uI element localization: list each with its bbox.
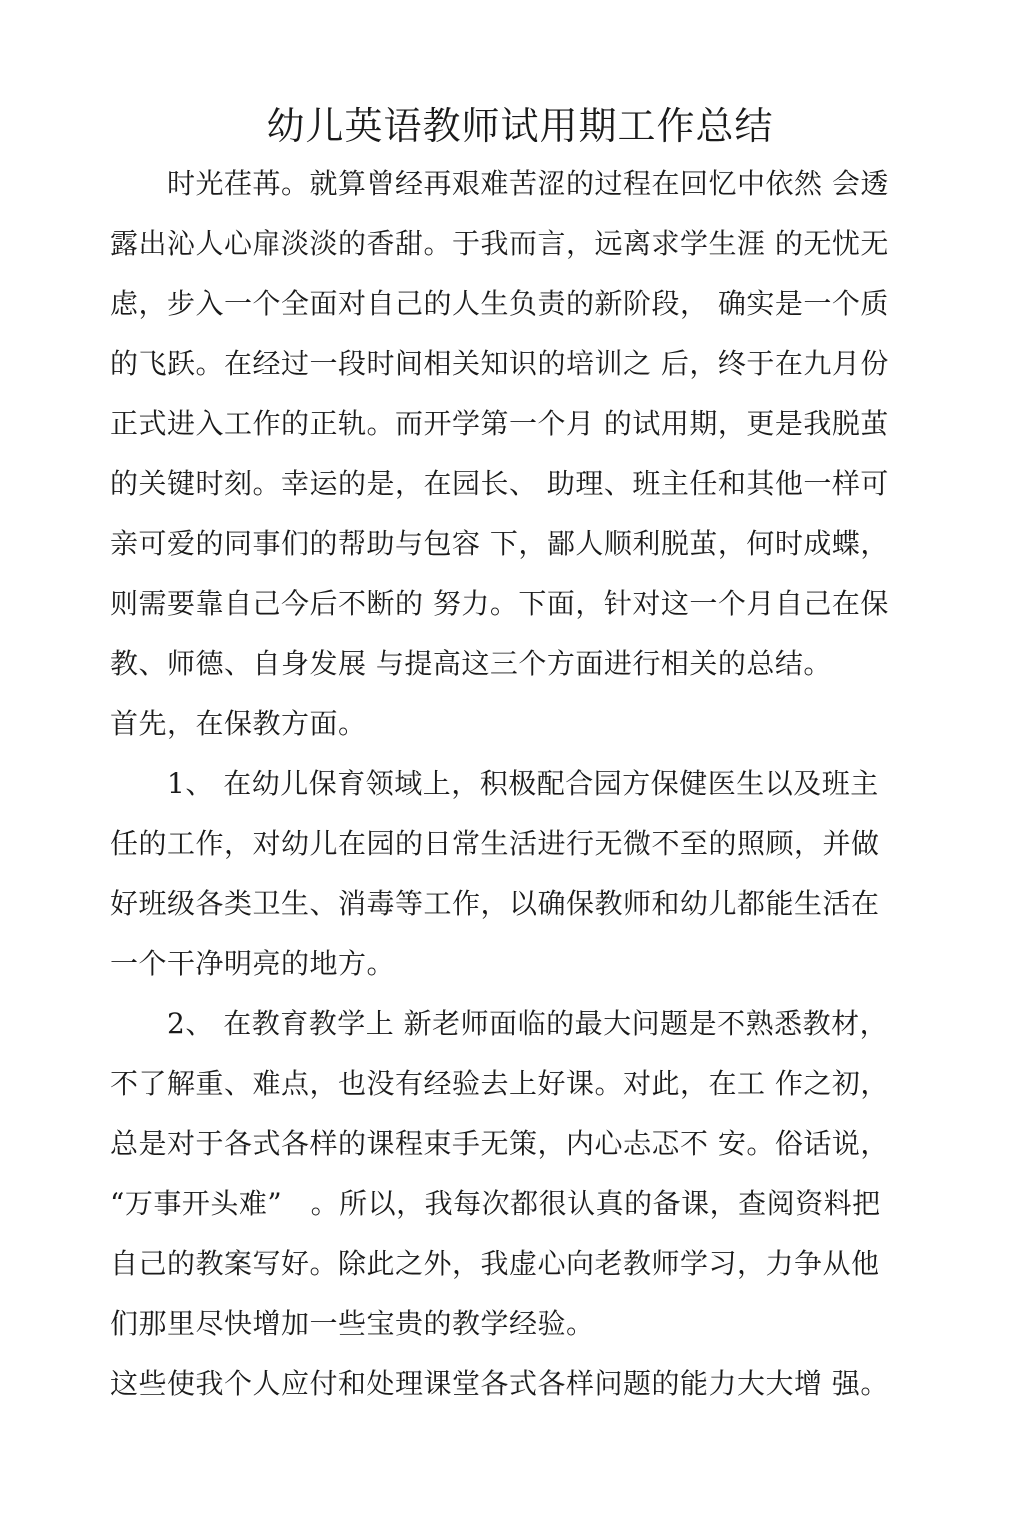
paragraph-line: 时光荏苒。就算曾经再艰难苦涩的过程在回忆中依然 会透 xyxy=(110,167,889,200)
paragraph-line: 的飞跃。在经过一段时间相关知识的培训之 后，终于在九月份 xyxy=(110,347,889,380)
paragraph-line: 一个干净明亮的地方。 xyxy=(110,947,396,980)
paragraph-line: 任的工作，对幼儿在园的日常生活进行无微不至的照顾，并做 xyxy=(110,827,880,860)
paragraph-line: 首先，在保教方面。 xyxy=(110,707,367,740)
paragraph-line: 总是对于各式各样的课程束手无策，内心忐忑不 安。俗话说， xyxy=(110,1127,889,1160)
paragraph-line: 教、师德、自身发展 与提高这三个方面进行相关的总结。 xyxy=(110,647,832,680)
paragraph-line: 虑，步入一个全面对自己的人生负责的新阶段， 确实是一个质 xyxy=(110,287,889,320)
paragraph-line: 1、 在幼儿保育领域上，积极配合园方保健医生以及班主 xyxy=(110,767,879,800)
document-title: 幼儿英语教师试用期工作总结 xyxy=(266,104,774,148)
paragraph-line: “万事开头难” 。所以，我每次都很认真的备课，查阅资料把 xyxy=(110,1187,881,1220)
paragraph-line: 2、 在教育教学上 新老师面临的最大问题是不熟悉教材， xyxy=(110,1007,889,1040)
paragraph-line: 正式进入工作的正轨。而开学第一个月 的试用期，更是我脱茧 xyxy=(110,407,889,440)
paragraph-line: 不了解重、难点，也没有经验去上好课。对此，在工 作之初， xyxy=(110,1067,889,1100)
paragraph-line: 露出沁人心扉淡淡的香甜。于我而言，远离求学生涯 的无忧无 xyxy=(110,227,889,260)
paragraph-line: 自己的教案写好。除此之外，我虚心向老教师学习，力争从他 xyxy=(110,1247,880,1280)
paragraph-line: 好班级各类卫生、消毒等工作，以确保教师和幼儿都能生活在 xyxy=(110,887,880,920)
paragraph-line: 这些使我个人应付和处理课堂各式各样问题的能力大大增 强。 xyxy=(110,1367,889,1400)
paragraph-line: 则需要靠自己今后不断的 努力。下面，针对这一个月自己在保 xyxy=(110,587,889,620)
paragraph-line: 的关键时刻。幸运的是，在园长、 助理、班主任和其他一样可 xyxy=(110,467,889,500)
paragraph-line: 们那里尽快增加一些宝贵的教学经验。 xyxy=(110,1307,595,1340)
paragraph-line: 亲可爱的同事们的帮助与包容 下，鄙人顺利脱茧，何时成蝶， xyxy=(110,527,889,560)
